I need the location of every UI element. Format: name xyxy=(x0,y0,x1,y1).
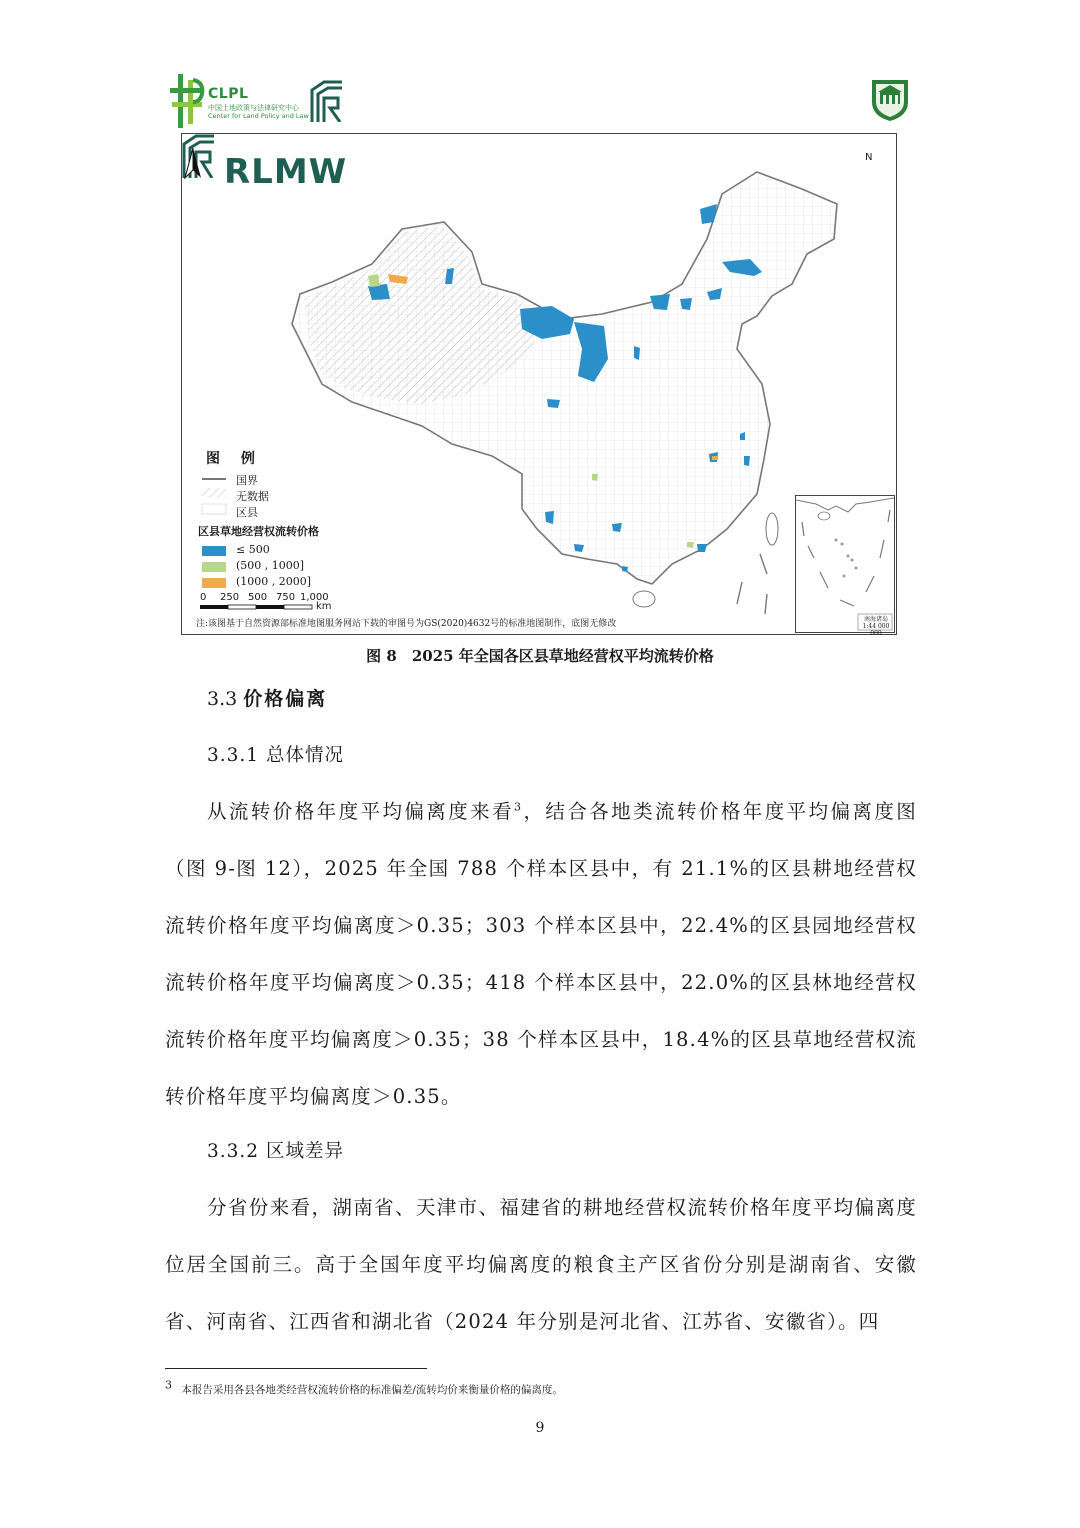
legend-label: (500 , 1000] xyxy=(236,559,305,572)
subsection-heading-regional: 3.3.2 区域差异 xyxy=(207,1141,344,1162)
region-mid-3 xyxy=(687,542,694,548)
legend-item-county xyxy=(196,504,396,520)
legend-label: (1000 , 2000] xyxy=(236,575,312,588)
clpl-name-en: Center for Land Policy and Law xyxy=(208,112,309,120)
north-arrow-icon xyxy=(182,134,204,180)
legend-label: ≤ 500 xyxy=(236,543,270,556)
clpl-name-cn: 中国土地政策与法律研究中心 xyxy=(208,104,299,112)
rlmw-mark-icon xyxy=(310,80,344,122)
legend-title: 图 例 xyxy=(206,451,263,467)
scale-tick: 1,000 xyxy=(300,592,329,603)
scale-tick: 750 xyxy=(276,592,296,603)
scale-tick: 250 xyxy=(220,592,240,603)
south-china-sea-inset xyxy=(795,495,895,637)
map-note: 注:该图基于自然资源部标准地图服务网站下载的审图号为GS(2020)4632号的标准地图制作，底图无修改 xyxy=(196,619,617,629)
legend-class-mid xyxy=(196,559,396,575)
region-low-10 xyxy=(634,346,640,360)
university-emblem-icon xyxy=(870,76,910,122)
inset-scale: 1:44 000 000 xyxy=(862,623,890,637)
legend-label: 区县 xyxy=(236,506,258,519)
clpl-logo xyxy=(168,72,348,128)
footnote-text: 本报告采用各县各地类经营权流转价格的标准偏差/流转均价来衡量价格的偏离度。 xyxy=(181,1384,563,1396)
legend-swatch-mid xyxy=(202,562,226,572)
inset-title: 南海诸岛 xyxy=(863,616,888,623)
subsection-heading-overall: 3.3.1 总体情况 xyxy=(207,745,344,766)
region-mid-1 xyxy=(368,274,380,287)
scale-bar xyxy=(196,592,396,614)
legend-item-border xyxy=(196,472,396,488)
section-number: 3.3 xyxy=(207,688,238,710)
legend-swatch-high xyxy=(202,578,226,588)
page-header xyxy=(168,72,910,130)
paragraph-rest: ，结合各地类流转价格年度平均偏离度图（图 9-图 12），2025 年全国 788 个样本区县中，有 21.1%的区县耕地经营权流转价格年度平均偏离度＞0.35；303 个样本区县中，22.4%的区县园地经营权流转价格年度平均偏离度＞0.35；418 个样本区县中，22.0%的区县林地经营权流转价格年度平均偏离度＞0.35；38 个样本区县中，18.4%的区县草地经营权流转价格年度平均偏离度＞0.35。 xyxy=(165,800,917,1108)
map-figure xyxy=(181,133,897,635)
legend-class-low xyxy=(196,543,396,559)
legend-swatch-low xyxy=(202,546,226,556)
clpl-abbr: CLPL xyxy=(208,86,249,102)
maritime-boundary xyxy=(737,554,767,614)
paragraph-overall xyxy=(165,783,917,1125)
paragraph-text: 分省份来看，湖南省、天津市、福建省的耕地经营权流转价格年度平均偏离度位居全国前三。高于全国年度平均偏离度的粮食主产区省份分别是湖南省、安徽省、河南省、江西省和湖北省（2024 年分别是河北省、江苏省、安徽省）。四 xyxy=(165,1196,917,1333)
legend-item-no-data xyxy=(196,488,396,504)
scale-tick: 0 xyxy=(200,592,207,603)
region-mid-2 xyxy=(592,474,598,481)
paragraph-regional xyxy=(165,1179,917,1350)
region-low-18 xyxy=(744,456,750,466)
inset-label xyxy=(858,616,894,637)
inset-map xyxy=(796,496,894,632)
region-low-19 xyxy=(622,566,628,572)
legend-label: 国界 xyxy=(236,474,258,487)
page-number: 9 xyxy=(535,1420,545,1436)
legend-class-high xyxy=(196,575,396,591)
footnote-divider xyxy=(165,1368,427,1369)
paragraph-start: 从流转价格年度平均偏离度来看 xyxy=(207,800,515,823)
legend-price-title: 区县草地经营权流转价格 xyxy=(198,525,319,538)
footnote xyxy=(165,1378,563,1397)
taiwan xyxy=(766,513,778,545)
footnote-ref: 3 xyxy=(514,800,523,814)
north-label: N xyxy=(865,152,873,163)
region-high-2 xyxy=(712,456,718,460)
section-title: 价格偏离 xyxy=(243,688,328,710)
hainan xyxy=(633,591,655,607)
rlmw-brand: RLMW xyxy=(224,152,348,192)
region-low-11 xyxy=(547,399,560,408)
section-heading xyxy=(207,684,327,711)
clpl-mark-icon xyxy=(170,74,206,128)
region-low-15 xyxy=(697,544,707,552)
legend-label: 无数据 xyxy=(236,490,269,503)
scale-tick: 500 xyxy=(248,592,268,603)
map-legend xyxy=(196,448,396,591)
scale-bar-graphic xyxy=(200,604,330,612)
footnote-number: 3 xyxy=(165,1378,172,1392)
scale-unit: km xyxy=(316,601,332,612)
region-low-12 xyxy=(545,511,554,524)
figure-caption: 图 8 2025 年全国各区县草地经营权平均流转价格 xyxy=(366,647,714,665)
